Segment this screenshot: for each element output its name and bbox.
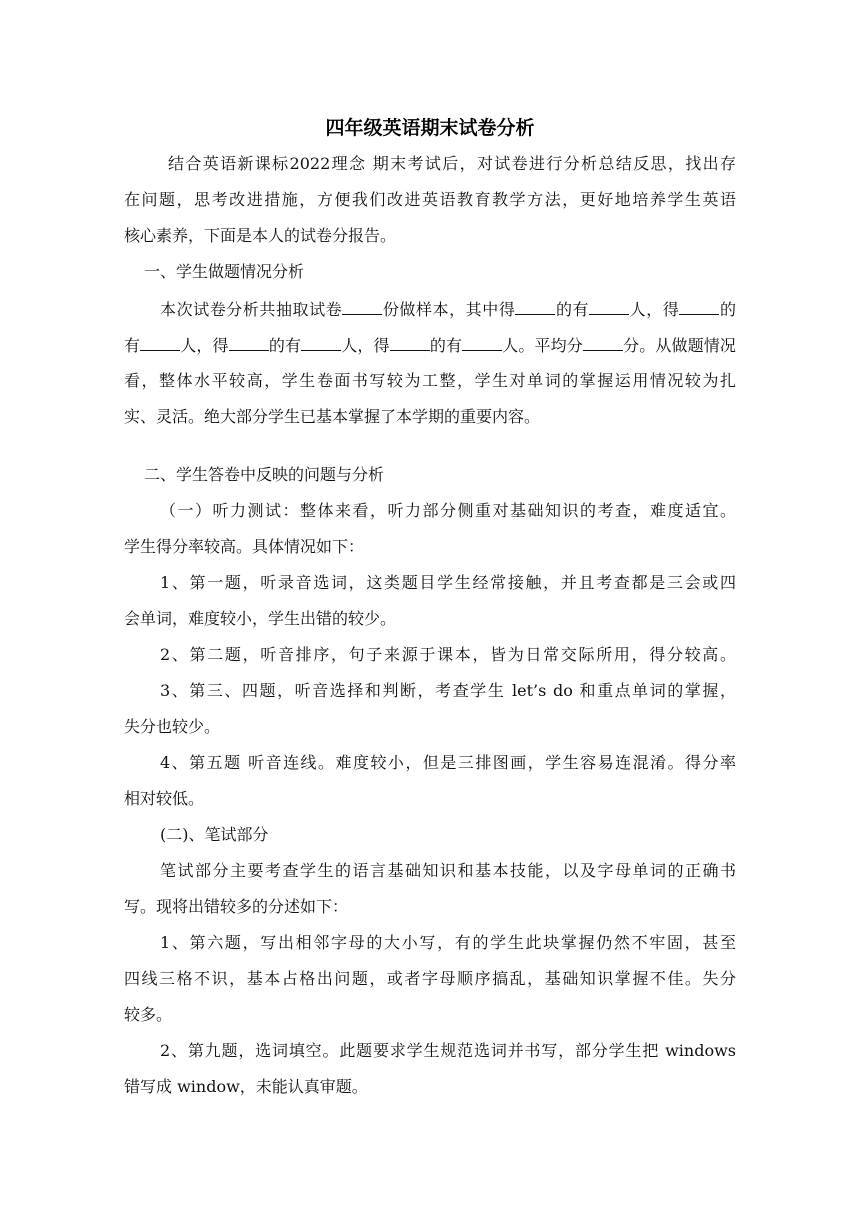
listening-item-3: 3、第三、四题，听音选择和判断，考查学生 let’s do 和重点单词的掌握，: [160, 681, 736, 700]
listening-item-3-cont: 失分也较少。: [124, 717, 221, 736]
text: 人。平均分: [502, 336, 583, 355]
listening-item-2: 2、第二题，听音排序，句子来源于课本，皆为日常交际所用，得分较高。: [160, 645, 736, 664]
written-item-1-cont: 四线三格不识，基本占格出问题，或者字母顺序搞乱，基础知识掌握不佳。失分: [124, 969, 736, 988]
section1-line-2: [124, 333, 736, 358]
written-item-2-cont: 错写成 window，未能认真审题。: [124, 1077, 368, 1096]
blank: [679, 297, 719, 315]
blank: [589, 297, 629, 315]
text: 分。从做题情况: [622, 336, 736, 355]
listening-line: 学生得分率较高。具体情况如下：: [124, 537, 365, 556]
intro-line-3: 核心素养，下面是本人的试卷分报告。: [124, 226, 397, 245]
section1-line-3: 看，整体水平较高，学生卷面书写较为工整，学生对单词的掌握运用情况较为扎: [124, 371, 736, 390]
written-line: 写。现将出错较多的分述如下：: [124, 897, 349, 916]
text: 的有: [555, 300, 590, 319]
text: 的有: [429, 336, 463, 355]
listening-item-1-cont: 会单词，难度较小，学生出错的较少。: [124, 609, 397, 628]
intro-line-2: 在问题，思考改进措施，方便我们改进英语教育教学方法，更好地培养学生英语: [124, 190, 736, 209]
blank: [229, 333, 269, 351]
text: 份做样本，其中得: [382, 300, 516, 319]
page-title: 四年级英语期末试卷分析: [325, 117, 535, 139]
written-item-2: 2、第九题，选词填空。此题要求学生规范选词并书写，部分学生把 windows: [160, 1041, 736, 1060]
blank: [515, 297, 555, 315]
listening-item-4-cont: 相对较低。: [124, 789, 205, 808]
section1-line-4: 实、灵活。绝大部分学生已基本掌握了本学期的重要内容。: [124, 407, 541, 426]
listening-item-1: 1、第一题，听录音选词，这类题目学生经常接触，并且考查都是三会或四: [160, 573, 736, 592]
text: 的有: [268, 336, 302, 355]
blank: [583, 333, 623, 351]
written-heading: (二)、笔试部分: [160, 825, 269, 844]
text: 本次试卷分析共抽取试卷: [160, 300, 343, 319]
listening-item-4: 4、第五题 听音连线。难度较小，但是三排图画，学生容易连混淆。得分率: [160, 753, 736, 772]
written-item-1: 1、第六题，写出相邻字母的大小写，有的学生此块掌握仍然不牢固，甚至: [160, 933, 736, 952]
section1-heading: 一、学生做题情况分析: [144, 262, 305, 281]
written-line: 笔试部分主要考查学生的语言基础知识和基本技能，以及字母单词的正确书: [160, 861, 736, 880]
text: 有: [124, 336, 141, 355]
blank: [140, 333, 180, 351]
blank: [462, 333, 502, 351]
listening-line: （一）听力测试：整体来看，听力部分侧重对基础知识的考查，难度适宜。: [160, 501, 736, 520]
section2-heading: 二、学生答卷中反映的问题与分析: [144, 465, 385, 484]
text: 的: [719, 300, 736, 319]
blank: [301, 333, 341, 351]
blank: [390, 333, 430, 351]
text: 人，得: [629, 300, 680, 319]
intro-line-1: 结合英语新课标2022理念 期末考试后，对试卷进行分析总结反思，找出存: [168, 154, 736, 173]
written-item-1-cont: 较多。: [124, 1005, 173, 1024]
section1-line-1: [124, 297, 736, 322]
text: 人，得: [180, 336, 229, 355]
blank: [342, 297, 382, 315]
text: 人，得: [341, 336, 390, 355]
